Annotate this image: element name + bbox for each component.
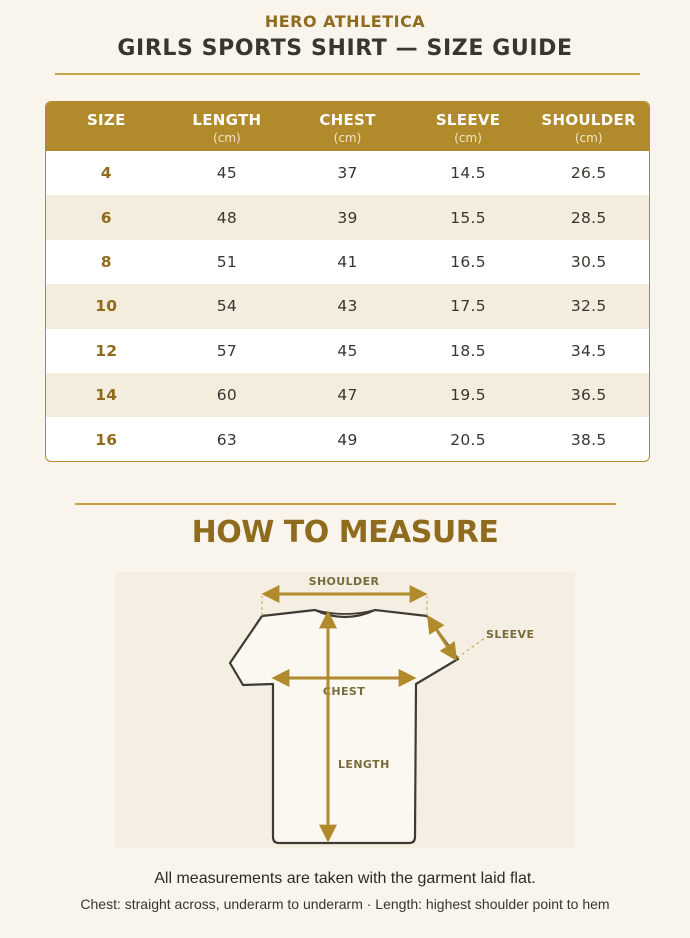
chest-cell: 47	[337, 386, 358, 405]
chest-cell: 45	[337, 341, 358, 360]
table-header	[46, 102, 649, 151]
table-row	[46, 195, 649, 239]
shoulder-label: SHOULDER	[308, 575, 380, 588]
sleeve-cell: 14.5	[450, 164, 486, 183]
column-label: SIZE	[86, 111, 126, 129]
size-cell: 14	[95, 386, 118, 405]
sleeve-cell: 20.5	[450, 430, 486, 449]
length-cell: 48	[216, 208, 238, 227]
column-header-shoulder	[528, 102, 649, 151]
column-label: LENGTH	[192, 111, 262, 129]
sleeve-cell: 16.5	[450, 252, 486, 271]
brand-name: HERO ATHLETICA	[264, 12, 426, 31]
column-unit: (cm)	[454, 131, 482, 145]
chest-cell: 43	[337, 297, 358, 316]
column-unit: (cm)	[333, 131, 362, 145]
column-label: SHOULDER	[541, 111, 636, 129]
title-divider	[55, 73, 640, 75]
shoulder-cell: 32.5	[570, 297, 607, 316]
column-header-size	[46, 102, 167, 151]
tshirt-diagram-icon	[115, 572, 575, 848]
column-unit: (cm)	[213, 131, 241, 145]
measurement-diagram	[115, 572, 575, 848]
length-cell: 60	[216, 386, 238, 405]
table-row	[46, 284, 649, 328]
size-cell: 10	[95, 297, 118, 316]
column-label: CHEST	[319, 111, 376, 129]
column-label: SLEEVE	[435, 111, 501, 129]
section-divider	[75, 503, 616, 505]
shoulder-cell: 36.5	[570, 386, 607, 405]
tshirt-outline	[230, 610, 458, 843]
column-header-sleeve	[408, 102, 529, 151]
size-cell: 16	[95, 430, 118, 449]
column-header-length	[167, 102, 288, 151]
length-cell: 63	[216, 430, 238, 449]
sleeve-cell: 19.5	[450, 386, 486, 405]
size-cell: 6	[100, 208, 112, 227]
column-unit: (cm)	[574, 131, 603, 145]
chest-cell: 41	[337, 252, 358, 271]
chest-cell: 39	[337, 208, 358, 227]
shoulder-cell: 26.5	[570, 164, 607, 183]
chest-cell: 49	[337, 430, 358, 449]
sleeve-cell: 18.5	[450, 341, 486, 360]
chest-cell: 37	[337, 164, 358, 183]
size-table	[45, 101, 650, 462]
length-cell: 45	[216, 164, 238, 183]
table-row	[46, 329, 649, 373]
sleeve-cell: 17.5	[450, 297, 486, 316]
chest-label: CHEST	[322, 685, 366, 698]
shoulder-cell: 28.5	[570, 208, 607, 227]
how-to-measure-title: HOW TO MEASURE	[191, 515, 499, 550]
sleeve-label: SLEEVE	[486, 628, 535, 641]
column-header-chest	[287, 102, 408, 151]
shoulder-cell: 38.5	[570, 430, 607, 449]
shoulder-cell: 34.5	[570, 341, 607, 360]
measurement-note: All measurements are taken with the garment laid flat.	[154, 870, 536, 887]
sleeve-cell: 15.5	[450, 208, 486, 227]
table-row	[46, 151, 649, 195]
length-cell: 54	[216, 297, 238, 316]
size-cell: 12	[95, 341, 118, 360]
length-cell: 57	[216, 341, 238, 360]
length-label: LENGTH	[338, 758, 390, 771]
table-row	[46, 240, 649, 284]
size-cell: 4	[100, 164, 112, 183]
size-cell: 8	[100, 252, 112, 271]
shoulder-cell: 30.5	[570, 252, 607, 271]
table-row	[46, 373, 649, 417]
table-row	[46, 417, 649, 461]
length-cell: 51	[216, 252, 238, 271]
page-title: GIRLS SPORTS SHIRT — SIZE GUIDE	[117, 36, 573, 61]
measurement-definitions: Chest: straight across, underarm to underarm · Length: highest shoulder point to hem	[80, 896, 610, 912]
